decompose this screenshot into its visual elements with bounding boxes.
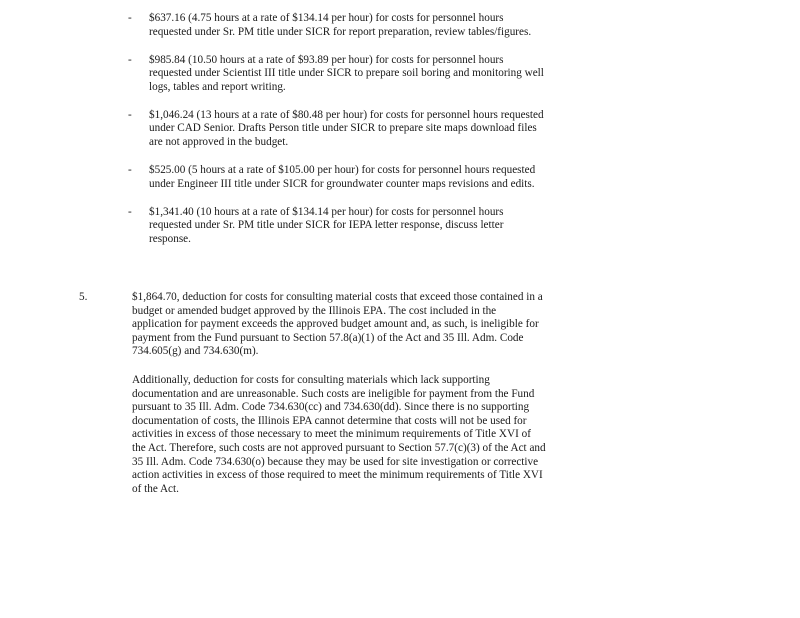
bullet-text: $1,046.24 (13 hours at a rate of $80.48 per hour) for costs for personnel hours requested under CAD Senior. Drafts Person title under SICR to prepare site maps download files are not approved in the budget. (149, 108, 544, 148)
bullet-item-engineer-iii (128, 164, 548, 191)
bullet-dash: - (128, 108, 132, 121)
personnel-cost-bullet-list (128, 12, 548, 246)
bullet-item-sr-pm-report (128, 12, 548, 39)
bullet-item-scientist-iii (128, 54, 548, 95)
supporting-documentation-paragraph: Additionally, deduction for costs for consulting materials which lack supporting documentation and are unreasonable. Such costs are ineligible for payment from the Fund pursuant to 35 Ill. Adm. Code 734.630(cc) and 734.630(dd). Since there is no supporting documentation of costs, the Illinois EPA cannot determine that costs will not be used for activities in excess of those necessary to meet the minimum requirements of Title XVI of the Act. Therefore, such costs are not approved pursuant to Section 57.7(c)(3) of the Act and 35 Ill. Adm. Code 734.630(o) because they may be used for site investigation or corrective action activities in excess of those required to meet the minimum requirements of Title XVI of the Act. (132, 374, 546, 495)
bullet-dash: - (128, 163, 132, 176)
bullet-dash: - (128, 205, 132, 218)
bullet-item-cad-senior (128, 109, 548, 150)
bullet-item-sr-pm-iepa (128, 206, 548, 247)
bullet-dash: - (128, 12, 132, 24)
bullet-dash: - (128, 53, 132, 66)
bullet-text: $1,341.40 (10 hours at a rate of $134.14 per hour) for costs for personnel hours requested under Sr. PM title under SICR for IEPA letter response, discuss letter response. (149, 205, 504, 245)
bullet-text: $525.00 (5 hours at a rate of $105.00 per hour) for costs for personnel hours requested under Engineer III title under SICR for groundwater counter maps revisions and edits. (149, 163, 536, 190)
item-number: 5. (79, 291, 88, 303)
deduction-paragraph: $1,864.70, deduction for costs for consulting material costs that exceed those contained in a budget or amended budget approved by the Illinois EPA. The cost included in the application for payment exceeds the approved budget amount and, as such, is ineligible for payment from the Fund pursuant to Section 57.8(a)(1) of the Act and 35 Ill. Adm. Code 734.605(g) and 734.630(m). (132, 291, 543, 358)
bullet-text: $637.16 (4.75 hours at a rate of $134.14 per hour) for costs for personnel hours requested under Sr. PM title under SICR for report preparation, review tables/figures. (149, 12, 532, 38)
bullet-text: $985.84 (10.50 hours at a rate of $93.89 per hour) for costs for personnel hours requested under Scientist III title under SICR to prepare soil boring and monitoring well logs, tables and report writing. (149, 53, 544, 93)
